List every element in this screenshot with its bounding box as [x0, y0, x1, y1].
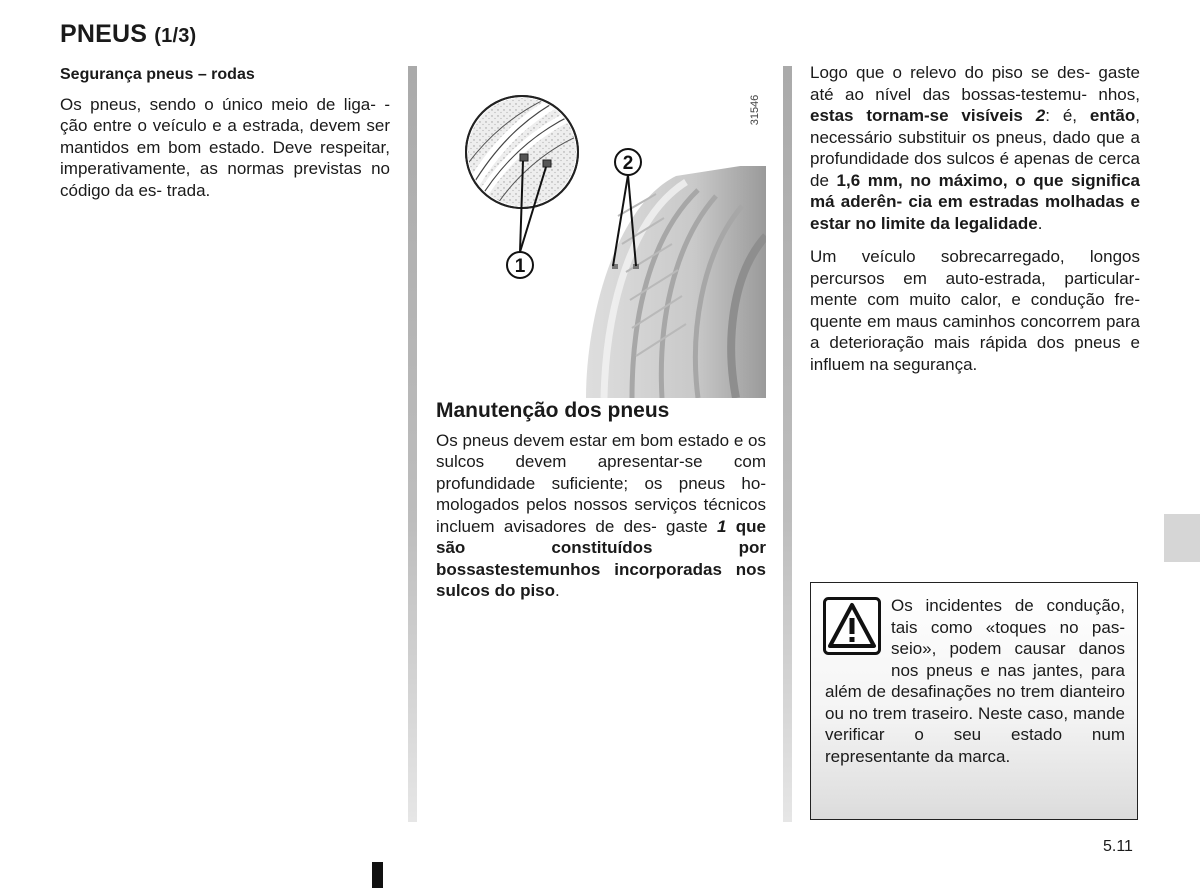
wear-text-a: Logo que o relevo do piso se des- gaste até ao nível das bossas-testemu- nhos,: [810, 63, 1140, 104]
warning-text: Os incidentes de condução, tais como «toques no pas- seio», podem causar danos nos pneus e nas jantes, para além de desafinações no trem dianteiro ou no trem traseiro. Neste caso, mande verificar o seu estado num representante da marca.: [825, 596, 1125, 766]
left-column: [60, 64, 390, 213]
section-heading-maintenance: Manutenção dos pneus: [436, 399, 670, 422]
warning-text-block: [825, 595, 1125, 767]
middle-column: [436, 400, 766, 614]
tyre-tread-figure: [436, 66, 766, 398]
wear-text-f: 1,6 mm, no máximo, o que significa má aderên- cia em estradas molhadas e estar no limite da legalidade: [810, 170, 1140, 233]
page-number: 5.11: [1103, 838, 1133, 855]
safety-paragraph: Os pneus, sendo o único meio de liga- - ção entre o veículo e a estrada, devem ser mantidos em bom estado. Deve respeitar, imperativamente, as normas previstas no código da es- trada.: [60, 94, 390, 200]
reference-1: 1: [716, 516, 727, 536]
figure-code: 31546: [749, 94, 761, 126]
warning-box: [810, 582, 1138, 820]
wear-text-g: .: [1037, 213, 1043, 233]
title-text: PNEUS: [60, 20, 148, 48]
maintenance-paragraph: [436, 430, 766, 602]
maintenance-end: .: [555, 581, 560, 600]
callout-1-marker: [507, 252, 533, 278]
tyre-photo: [586, 162, 766, 398]
wear-text-d: então: [1089, 106, 1136, 125]
callout-2-marker: [615, 149, 641, 175]
wear-indicator-paragraph: [810, 62, 1140, 234]
chapter-tab: [1164, 514, 1200, 562]
wear-text-c: : é,: [1045, 106, 1090, 125]
title-part: (1/3): [154, 25, 197, 47]
section-heading-safety: Segurança pneus – rodas: [60, 66, 255, 83]
callout-2-label: 2: [622, 153, 634, 174]
callout-1-label: 1: [514, 256, 526, 277]
column-divider-right: [783, 66, 792, 822]
column-divider-left: [408, 66, 417, 822]
maintenance-emphasis: que são constituídos por bossastestemunhos incorporadas nos sulcos do piso: [436, 516, 766, 600]
print-mark: [372, 862, 383, 888]
wear-text-b: estas tornam-se visíveis: [810, 106, 1036, 125]
wear-text-e: , necessário substituir os pneus, dado que a profundidade dos sulcos é apenas de cerca de: [810, 106, 1140, 190]
reference-2: 2: [1035, 106, 1046, 125]
tyre-illustration: [436, 66, 766, 398]
overload-paragraph: Um veículo sobrecarregado, longos percursos em auto-estrada, particular- mente com muito calor, e condução fre- quente em maus caminhos concorrem para a deterioração mais rápida dos pneus e influem na segurança.: [810, 247, 1140, 374]
maintenance-text: Os pneus devem estar em bom estado e os sulcos devem apresentar-se com profundidade suficiente; os pneus ho- mologados pelos nossos serviços técnicos incluem avisadores de des- gaste: [436, 430, 766, 536]
page-title: [60, 20, 196, 49]
right-column: [810, 62, 1140, 387]
